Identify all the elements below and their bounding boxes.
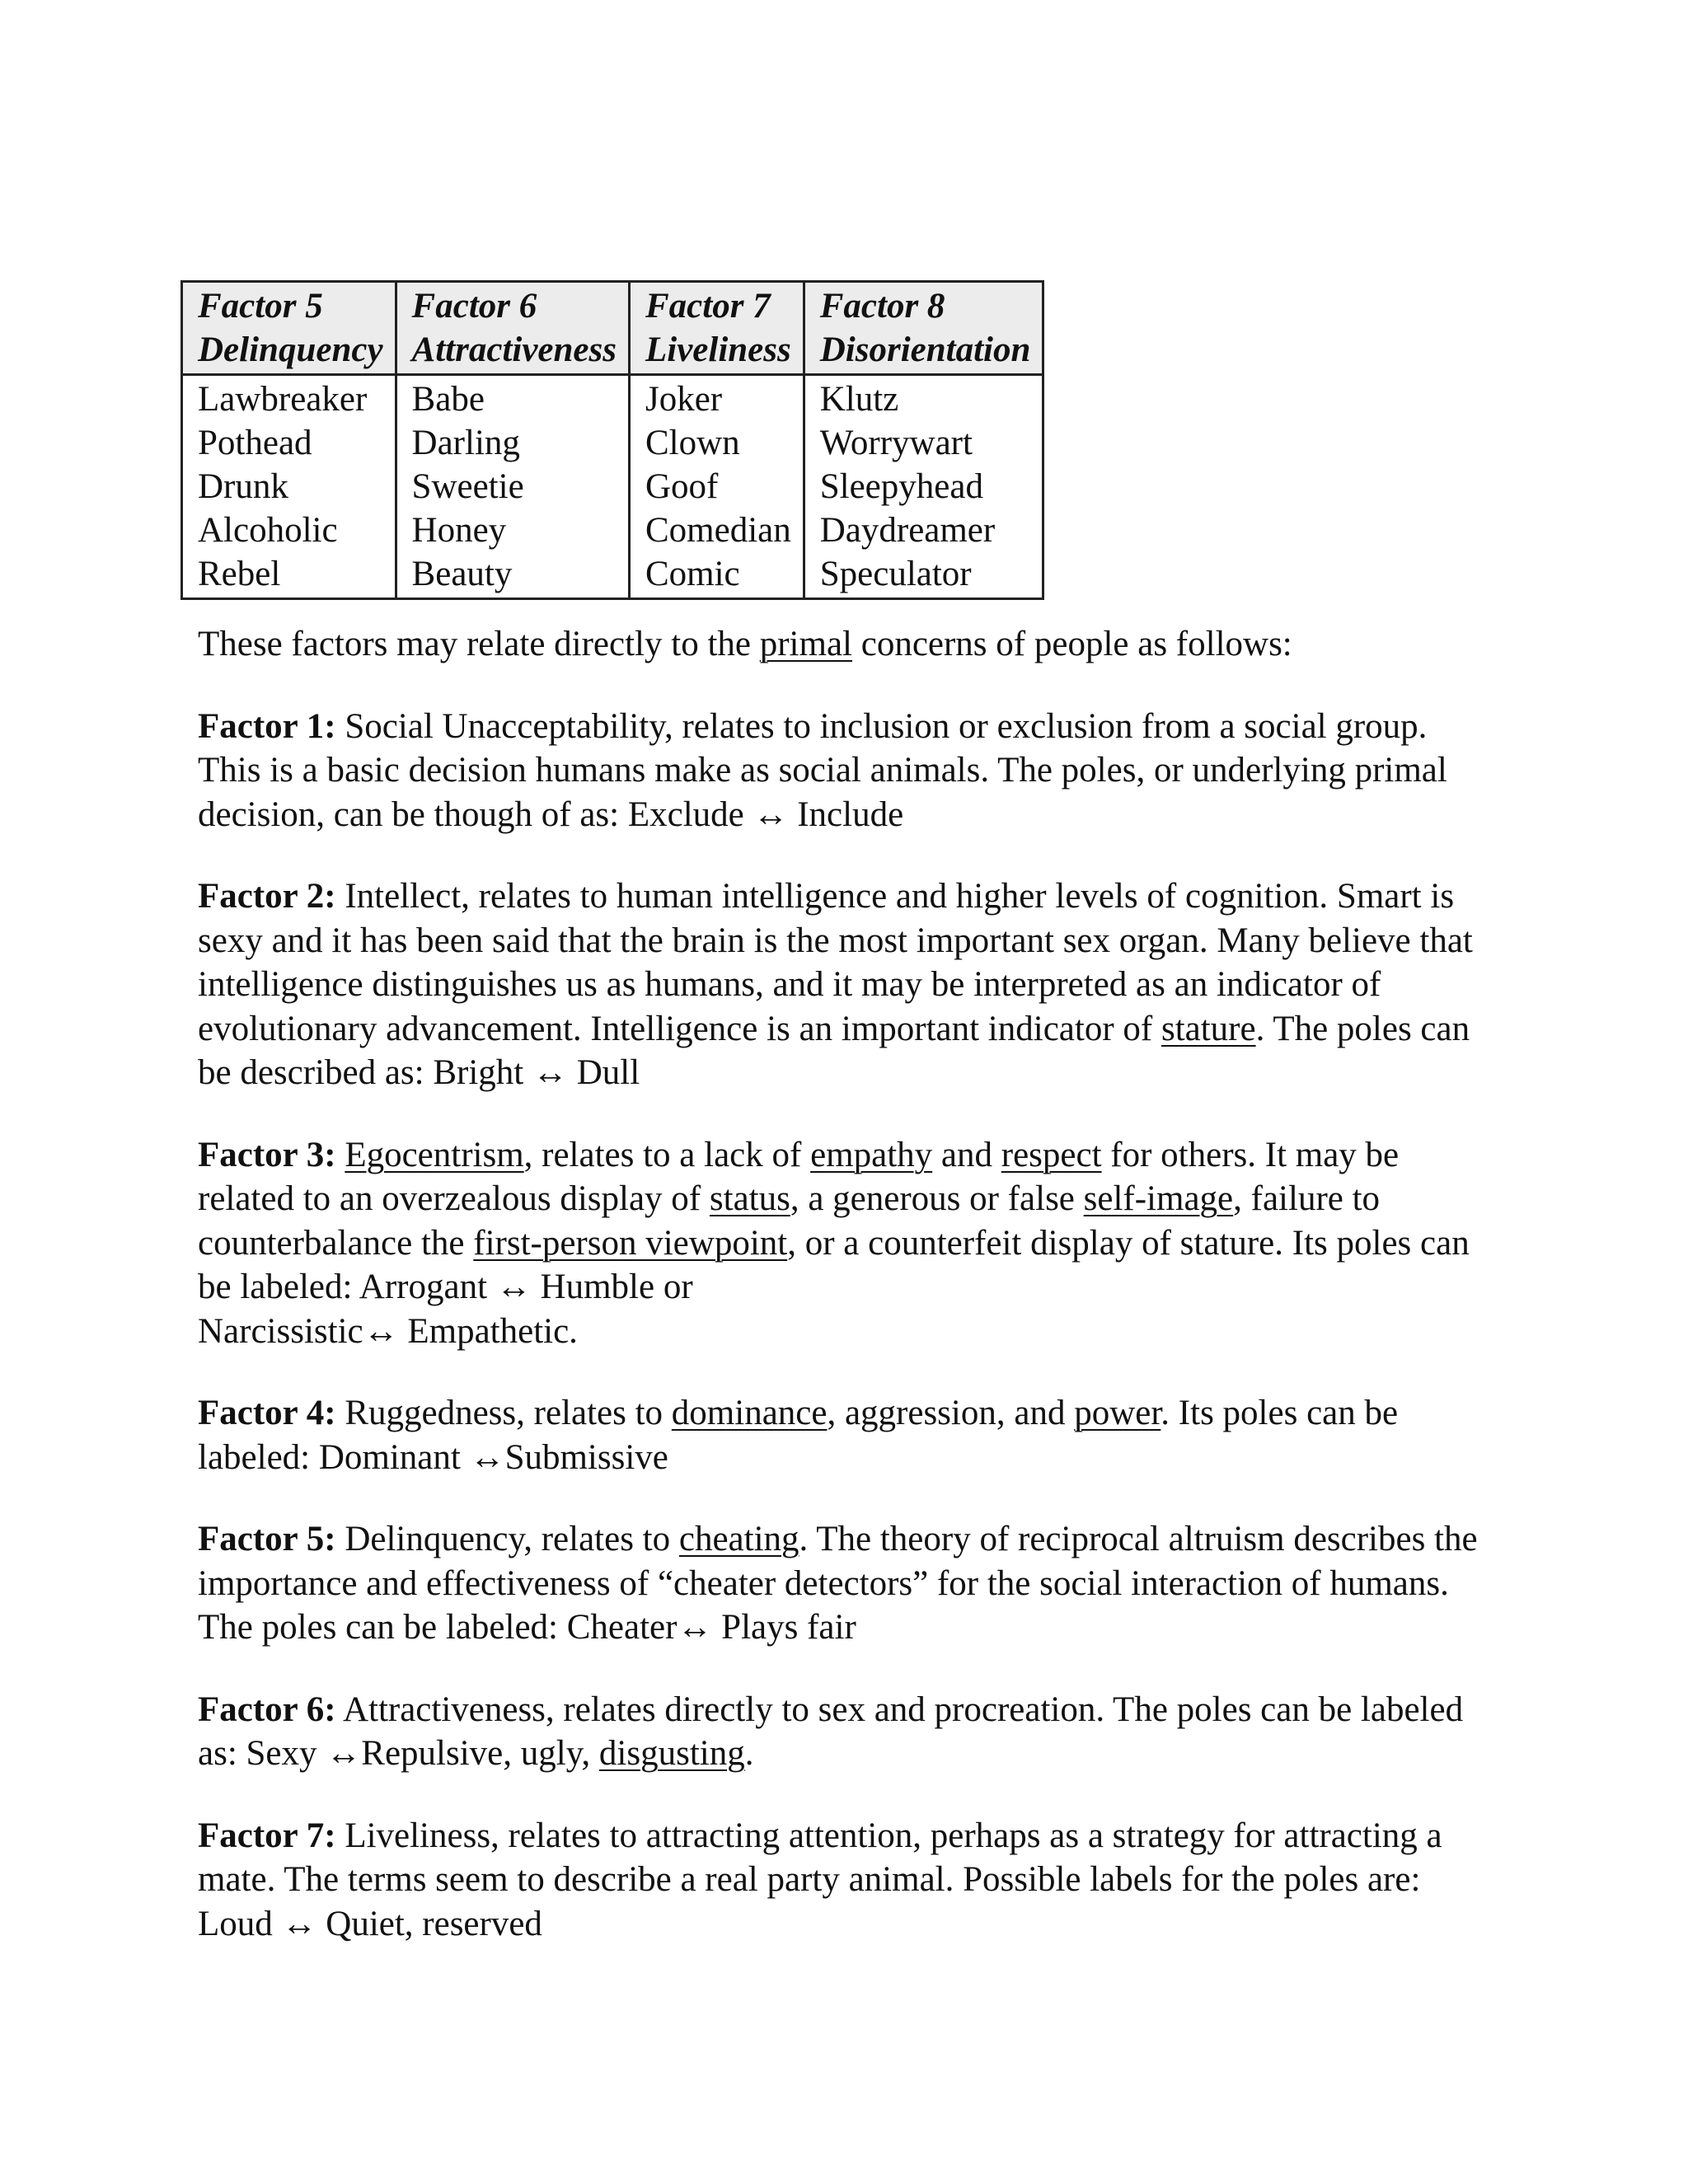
table-cell: Speculator (804, 552, 1043, 599)
factor-label: Factor 6: (198, 1690, 336, 1729)
header-title: Disorientation (819, 330, 1031, 369)
link-cheating[interactable]: cheating (678, 1520, 799, 1558)
factor-text: . Its poles can be labeled: Dominant ↔Submissive (198, 1394, 1399, 1477)
table-cell: Goof (629, 465, 804, 509)
factor-text: Social Unacceptability, relates to inclusion or exclusion from a social group. This is a basic decision humans make as social animals. The poles, or underlying primal decision, can be though of as: Exclude ↔ Include (198, 706, 1447, 834)
factor-label: Factor 1: (198, 706, 336, 746)
table-cell: Beauty (396, 552, 629, 599)
table-cell: Drunk (182, 465, 396, 509)
link-stature[interactable]: stature (1160, 1009, 1256, 1048)
body-text (198, 622, 1484, 1984)
factors-table (181, 280, 1044, 600)
table-row (182, 421, 1043, 465)
header-number: Factor 6 (411, 287, 537, 326)
link-status[interactable]: status (709, 1179, 790, 1218)
table-cell: Joker (629, 375, 804, 422)
factor-text: Ruggedness, relates to (335, 1394, 672, 1432)
factor-label: Factor 3: (198, 1135, 336, 1174)
factor-text (336, 1136, 345, 1174)
table-cell: Darling (396, 421, 629, 465)
factor-text: and (932, 1135, 1001, 1174)
factor-label: Factor 5: (198, 1520, 336, 1558)
table-cell: Pothead (182, 421, 396, 465)
table-cell: Babe (396, 375, 629, 422)
factor-text: . (744, 1734, 754, 1773)
header-number: Factor 8 (819, 287, 945, 326)
link-first-person-viewpoint[interactable]: first-person viewpoint (473, 1223, 788, 1263)
factor-2-paragraph (198, 874, 1484, 1095)
link-disgusting[interactable]: disgusting (598, 1734, 745, 1773)
factor-label: Factor 4: (198, 1394, 336, 1432)
factor-text: , or a counterfeit display of stature. Its poles can be labeled: Arrogant ↔ Humble or (198, 1223, 1470, 1306)
table-cell: Worrywart (804, 421, 1043, 465)
factor-text: Attractiveness, relates directly to sex and procreation. The poles can be labeled as: Sexy ↔Repulsive, ugly, (198, 1690, 1464, 1773)
table-cell: Honey (396, 509, 629, 552)
link-dominance[interactable]: dominance (671, 1394, 828, 1432)
intro-paragraph (198, 622, 1484, 667)
header-title: Delinquency (198, 330, 383, 369)
intro-text: These factors may relate directly to the (198, 625, 760, 663)
header-title: Attractiveness (411, 330, 617, 369)
intro-text: concerns of people as follows: (851, 625, 1292, 663)
table-cell: Sleepyhead (804, 465, 1043, 509)
factor-text: . The theory of reciprocal altruism describes the importance and effectiveness of “cheater detectors” for the social interaction of humans. The poles can be labeled: Cheater↔ Plays fair (198, 1520, 1478, 1647)
link-power[interactable]: power (1074, 1394, 1161, 1432)
table-cell: Rebel (182, 552, 396, 599)
link-empathy[interactable]: empathy (810, 1135, 933, 1174)
factor-text: Narcissistic↔ Empathetic. (198, 1311, 578, 1351)
factor-text: Delinquency, relates to (335, 1520, 679, 1558)
factor-text: Intellect, relates to human intelligence and higher levels of cognition. Smart is sexy and it has been said that the brain is the most important sex organ. Many believe that intelligence distinguishes us as humans, and it may be interpreted as an indicator of evolutionary advancement. Intelligence is an important indicator of (198, 877, 1473, 1048)
link-egocentrism[interactable]: Egocentrism (345, 1135, 524, 1174)
factor-6-paragraph (198, 1688, 1484, 1776)
link-respect[interactable]: respect (1001, 1135, 1102, 1174)
header-factor-7 (629, 282, 804, 375)
factor-3-paragraph (198, 1133, 1484, 1354)
factor-label: Factor 2: (198, 877, 336, 916)
table-header-row (182, 282, 1043, 375)
factor-label: Factor 7: (198, 1816, 336, 1855)
link-self-image[interactable]: self-image (1083, 1179, 1234, 1218)
header-number: Factor 7 (645, 287, 771, 326)
table-row (182, 552, 1043, 599)
factor-text: , relates to a lack of (523, 1135, 811, 1174)
table-cell: Sweetie (396, 465, 629, 509)
factor-text: , failure to counterbalance the (198, 1179, 1381, 1263)
factor-4-paragraph (198, 1391, 1484, 1479)
factor-text: , a generous or false (790, 1179, 1084, 1218)
table-cell: Comedian (629, 509, 804, 552)
factor-text: Liveliness, relates to attracting attention, perhaps as a strategy for attracting a mate. The terms seem to describe a real party animal. Possible labels for the poles are: Loud ↔ Quiet, reserved (198, 1816, 1442, 1943)
table-row (182, 375, 1043, 422)
header-factor-8 (804, 282, 1043, 375)
factor-7-paragraph (198, 1814, 1484, 1947)
table-cell: Comic (629, 552, 804, 599)
table-cell: Daydreamer (804, 509, 1043, 552)
table-cell: Klutz (804, 375, 1043, 422)
table-cell: Lawbreaker (182, 375, 396, 422)
factor-text: . The poles can be described as: Bright ↔ Dull (198, 1009, 1470, 1092)
header-factor-5 (182, 282, 396, 375)
table-row (182, 509, 1043, 552)
header-number: Factor 5 (198, 287, 323, 326)
table-row (182, 465, 1043, 509)
link-primal[interactable]: primal (759, 625, 852, 663)
factor-text: , aggression, and (827, 1394, 1075, 1432)
header-factor-6 (396, 282, 629, 375)
factor-1-paragraph (198, 705, 1484, 837)
table-cell: Clown (629, 421, 804, 465)
factor-5-paragraph (198, 1517, 1484, 1650)
header-title: Liveliness (645, 330, 791, 369)
factor-text: for others. It may be related to an overzealous display of (198, 1135, 1400, 1218)
table-cell: Alcoholic (182, 509, 396, 552)
